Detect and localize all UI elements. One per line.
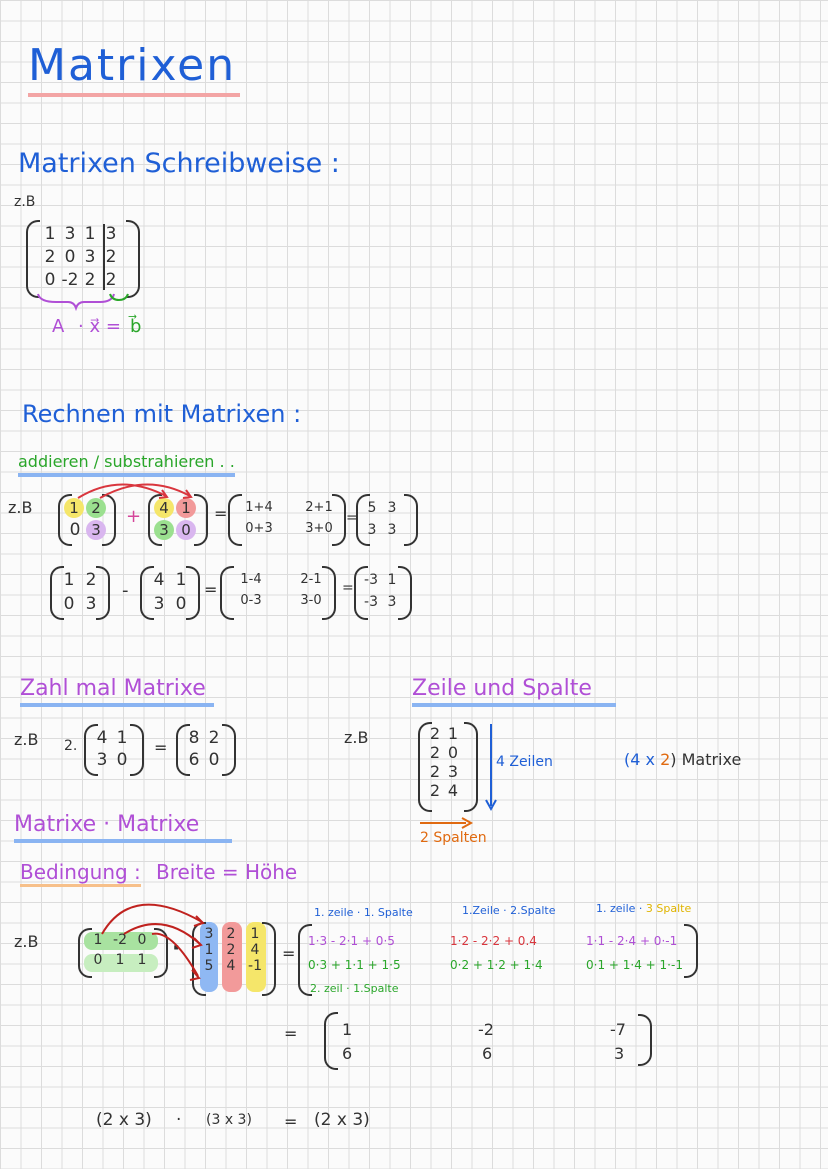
- matrix-cell: 3: [387, 500, 397, 516]
- right-paren: [464, 722, 478, 812]
- dims-dot: ·: [176, 1110, 182, 1130]
- matrix-cell: 2: [86, 498, 106, 518]
- matrix-cell: 3: [153, 594, 165, 614]
- matrix-b: [154, 498, 198, 540]
- note-text: 2. zeil · 1.Spalte: [310, 982, 399, 995]
- row2-note: [310, 982, 398, 995]
- vector-x-label: · x⃗ =: [78, 316, 121, 337]
- augmented-matrix: [40, 224, 122, 290]
- right-paren: [684, 924, 698, 978]
- equals-sign: =: [284, 1024, 298, 1043]
- matrix-cell: 2: [429, 724, 441, 743]
- example-label: z.B: [14, 730, 39, 749]
- row2-col3-expr: 0·1 + 1·4 + 1·-1: [586, 958, 683, 972]
- matrix-cell: 3: [105, 224, 117, 244]
- matrix-cell: 0: [137, 932, 147, 948]
- matrix-a: [58, 570, 102, 614]
- matrix-4x2: [426, 724, 462, 800]
- matrix-cell: 3: [86, 520, 106, 540]
- matrix-cell: 2: [105, 247, 117, 267]
- matrix-cell: 4: [153, 570, 165, 590]
- matrix-cell: 4: [447, 781, 459, 800]
- example-label: z.B: [14, 194, 36, 210]
- page-title: Matrixen: [28, 40, 240, 97]
- matrix-cell: 1: [137, 952, 147, 968]
- row1-col3-expr: 1·1 - 2·4 + 0·-1: [586, 934, 678, 948]
- brace-a: [36, 292, 116, 312]
- matrix-cell: 3+0: [305, 521, 333, 536]
- matrix-cell: 0: [69, 520, 81, 540]
- row2-col1-expr: 0·3 + 1·1 + 1·5: [308, 958, 401, 972]
- matrix-cell: 0: [176, 520, 196, 540]
- scalar-value: 2.: [64, 738, 78, 754]
- right-paren: [126, 220, 140, 298]
- matrix-cell: 0+3: [245, 521, 273, 536]
- matrix-cell: 1: [176, 498, 196, 518]
- plus-sign: +: [126, 506, 142, 527]
- example-label: z.B: [344, 728, 369, 747]
- matrix-cell: 1: [44, 224, 56, 244]
- augment-line: [103, 224, 105, 290]
- result-r2c3: 3: [614, 1044, 625, 1063]
- matrix-cell: 0-3: [240, 593, 262, 608]
- matrix-cell: 2: [208, 728, 220, 748]
- matrix-cell: 2-1: [300, 572, 322, 587]
- dim-text: [624, 750, 741, 769]
- matrix-cell: 0: [447, 743, 459, 762]
- matrix-cell: 4: [226, 958, 236, 974]
- right-paren: [404, 494, 418, 546]
- dims-b: (3 x 3): [206, 1112, 252, 1128]
- matrix-cell: 2+1: [305, 500, 333, 515]
- matrix-cell: 1: [63, 570, 75, 590]
- left-paren: [26, 220, 40, 298]
- matrix-cell: 3: [85, 594, 97, 614]
- matrix-cell: 3-0: [300, 593, 322, 608]
- matrix-cell: 3: [84, 247, 96, 267]
- matrix-cell: 6: [188, 750, 200, 770]
- dims-a: (2 x 3): [96, 1110, 152, 1130]
- section-heading-matrix-product: Matrixe · Matrixe: [14, 812, 232, 843]
- matrix-cell: 4: [154, 498, 174, 518]
- matrix-cell: 0: [44, 270, 56, 290]
- col1-heading: 1. zeile · 1. Spalte: [314, 906, 413, 919]
- matrix-cell: 3: [387, 594, 397, 610]
- difference-matrix: [228, 572, 334, 608]
- matrix-cell: 0: [175, 594, 187, 614]
- dim-rows: (4 x: [624, 750, 655, 769]
- sum-matrix: [236, 500, 344, 536]
- matrix-cell: 0: [64, 247, 76, 267]
- matrix-cell: 3: [64, 224, 76, 244]
- right-paren: [130, 724, 144, 776]
- equals-sign: =: [346, 510, 358, 526]
- equals-sign: =: [214, 504, 228, 523]
- matrix-cell: -3: [364, 594, 378, 610]
- result-r2c2: 6: [482, 1044, 493, 1063]
- col3-heading-row: 1. zeile ·: [596, 902, 643, 915]
- matrix-cell: 0: [63, 594, 75, 614]
- left-paren: [324, 1012, 338, 1070]
- condition-text: Breite = Höhe: [156, 860, 298, 884]
- matrix-cell: -2: [113, 932, 127, 948]
- matrix-cell: 1: [447, 724, 459, 743]
- matrix-cell: -1: [248, 958, 262, 974]
- result-matrix: [360, 572, 402, 610]
- example-label: z.B: [8, 498, 33, 517]
- matrix-cell: 5: [204, 958, 214, 974]
- result-matrix: [362, 500, 402, 538]
- add-arrows: [70, 476, 200, 502]
- dims-c: (2 x 3): [314, 1110, 370, 1130]
- dims-eq: =: [284, 1112, 298, 1131]
- dim-suffix: ) Matrixe: [670, 750, 742, 769]
- result-r1c1: 1: [342, 1020, 353, 1039]
- product-arrows: [92, 890, 222, 990]
- rows-arrow: [490, 724, 492, 806]
- section-heading-scalar: Zahl mal Matrixe: [20, 676, 214, 707]
- row2-col2-expr: 0·2 + 1·2 + 1·4: [450, 958, 543, 972]
- matrix-cell: 1: [64, 498, 84, 518]
- matrix-b: [148, 570, 192, 614]
- matrix-cell: 1+4: [245, 500, 273, 515]
- matrix-cell: 3: [367, 522, 377, 538]
- matrix-cell: 3: [154, 520, 174, 540]
- matrix-cell: 0: [116, 750, 128, 770]
- matrix-cell: 2: [44, 247, 56, 267]
- condition-label: Bedingung :: [20, 860, 141, 887]
- col3-heading-col: 3 Spalte: [645, 902, 692, 915]
- matrix-cell: -2: [61, 270, 79, 290]
- matrix-cell: 1: [250, 926, 260, 942]
- equals-sign: =: [204, 580, 218, 599]
- result-r2c1: 6: [342, 1044, 353, 1063]
- matrix-cell: 2: [429, 781, 441, 800]
- rows-label: 4 Zeilen: [496, 754, 553, 770]
- col2-heading: 1.Zeile · 2.Spalte: [462, 904, 556, 917]
- matrix-a-label: A: [52, 316, 65, 337]
- matrix-cell: 1: [84, 224, 96, 244]
- matrix-cell: 1: [387, 572, 397, 588]
- matrix-cell: -3: [364, 572, 378, 588]
- section-heading-rows-columns: Zeile und Spalte: [412, 676, 616, 707]
- equals-sign: =: [282, 944, 296, 963]
- matrix-cell: 1: [93, 932, 103, 948]
- result-r1c3: -7: [610, 1020, 626, 1039]
- matrix-cell: 2: [105, 270, 117, 290]
- matrix: [92, 728, 132, 770]
- multiply-dot: ·: [172, 936, 181, 961]
- matrix-cell: 2: [226, 942, 236, 958]
- cols-arrowhead: [460, 816, 474, 830]
- dim-cols: 2: [660, 750, 671, 769]
- matrix-cell: 1: [116, 728, 128, 748]
- matrix-cell: 1: [115, 952, 125, 968]
- matrix-cell: 2: [85, 570, 97, 590]
- result-r1c2: -2: [478, 1020, 494, 1039]
- brace-b: [108, 292, 130, 308]
- right-paren: [222, 724, 236, 776]
- matrix-cell: 2: [226, 926, 236, 942]
- equals-sign: =: [154, 738, 168, 757]
- matrix-cell: 8: [188, 728, 200, 748]
- matrix-cell: 2: [429, 762, 441, 781]
- matrix-cell: 0: [93, 952, 103, 968]
- col3-heading: [596, 902, 691, 915]
- minus-sign: -: [122, 580, 129, 601]
- matrix-cell: 4: [250, 942, 260, 958]
- matrix-cell: 2: [84, 270, 96, 290]
- matrix-cell: 1: [204, 942, 214, 958]
- matrix-cell: 1-4: [240, 572, 262, 587]
- cols-label: 2 Spalten: [420, 830, 487, 846]
- result-matrix: [184, 728, 224, 770]
- rows-arrowhead: [484, 798, 498, 812]
- section-heading-notation: Matrixen Schreibweise :: [18, 148, 340, 179]
- row1-col2-expr: 1·2 - 2·2 + 0.4: [450, 934, 537, 948]
- matrix-a: [64, 498, 108, 540]
- matrix-cell: 1: [175, 570, 187, 590]
- example-label: z.B: [14, 932, 39, 951]
- subheading-add-subtract: addieren / substrahieren . .: [18, 452, 235, 477]
- matrix-cell: 3: [204, 926, 214, 942]
- matrix-cell: 3: [447, 762, 459, 781]
- matrix-cell: 3: [96, 750, 108, 770]
- row1-col1-expr: 1·3 - 2·1 + 0·5: [308, 934, 395, 948]
- matrix-cell: 0: [208, 750, 220, 770]
- matrix-cell: 4: [96, 728, 108, 748]
- right-paren: [638, 1014, 652, 1066]
- matrix-cell: 3: [387, 522, 397, 538]
- equals-sign: =: [342, 580, 354, 596]
- matrix-cell: 5: [367, 500, 377, 516]
- matrix-cell: 2: [429, 743, 441, 762]
- section-heading-calculating: Rechnen mit Matrixen :: [22, 400, 302, 428]
- vector-b-label: b⃗: [130, 316, 142, 337]
